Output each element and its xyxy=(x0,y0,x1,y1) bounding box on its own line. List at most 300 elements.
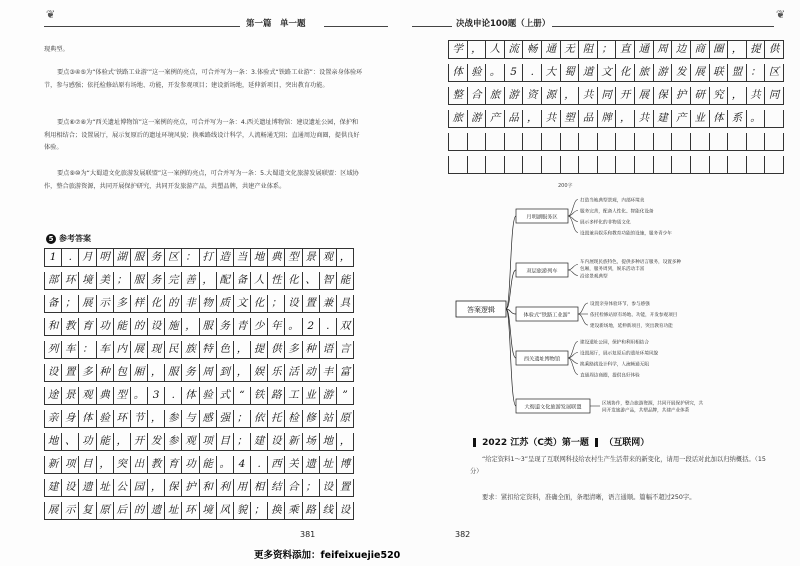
grid-cell xyxy=(747,156,766,173)
grid-cell: 展 xyxy=(635,87,654,104)
grid-cell xyxy=(710,156,729,173)
grid-cell: 旅 xyxy=(486,87,505,104)
grid-row xyxy=(44,295,354,313)
grid-cell: ； xyxy=(268,295,285,312)
grid-cell: 乘 xyxy=(285,502,302,519)
grid-cell: 能 xyxy=(97,433,114,450)
grid-cell: 检 xyxy=(285,410,302,427)
grid-cell: 旅 xyxy=(635,64,654,81)
grid-cell: ， xyxy=(561,87,580,104)
title-bar-icon xyxy=(595,438,598,447)
grid-row xyxy=(448,64,784,82)
grid-row xyxy=(44,272,354,290)
diagram-item-text: 依托检修站原有场地、功能，开发参观项目 xyxy=(590,313,678,318)
grid-cell: ， xyxy=(728,41,747,58)
grid-cell: 语 xyxy=(320,341,337,358)
grid-cell: 活 xyxy=(285,364,302,381)
grid-cell xyxy=(765,156,784,173)
grid-cell xyxy=(765,110,784,127)
grid-cell: 示 xyxy=(97,295,114,312)
grid-cell: 遗 xyxy=(148,502,165,519)
grid-cell: 3 xyxy=(148,387,165,404)
grid-cell: 族 xyxy=(182,341,199,358)
grid-cell: 途 xyxy=(45,387,62,404)
grid-cell: 环 xyxy=(62,272,79,289)
grid-cell: ” xyxy=(337,387,354,404)
grid-cell: 相 xyxy=(251,479,268,496)
grid-row xyxy=(44,410,354,428)
grid-cell: 共 xyxy=(542,110,561,127)
grid-cell xyxy=(542,133,561,150)
grid-cell: 多 xyxy=(79,364,96,381)
grid-cell: . xyxy=(320,318,337,335)
diagram-branch-label: 大蜀道文化旅游发展联盟 xyxy=(524,404,582,411)
grid-cell: ， xyxy=(182,318,199,335)
grid-cell: 复 xyxy=(79,502,96,519)
grid-cell: 、 xyxy=(303,272,320,289)
grid-cell: 验 xyxy=(200,387,217,404)
grid-cell: 服 xyxy=(131,272,148,289)
grid-cell: 貌 xyxy=(234,502,251,519)
grid-cell: 2 xyxy=(303,318,320,335)
grid-cell: 结 xyxy=(268,479,285,496)
grid-cell: 教 xyxy=(148,456,165,473)
grid-cell xyxy=(486,156,505,173)
grid-cell: 园 xyxy=(131,479,148,496)
grid-cell xyxy=(691,133,710,150)
grid-cell: 同 xyxy=(598,87,617,104)
grid-cell: 通 xyxy=(542,41,561,58)
grid-cell: ， xyxy=(337,433,354,450)
grid-cell: 建 xyxy=(251,433,268,450)
grid-cell: 业 xyxy=(691,110,710,127)
grid-cell: 言 xyxy=(337,341,354,358)
grid-cell: 工 xyxy=(285,387,302,404)
grid-cell: 项 xyxy=(62,456,79,473)
grid-cell: 发 xyxy=(148,433,165,450)
grid-cell: 建 xyxy=(45,479,62,496)
grid-cell: 型 xyxy=(285,249,302,266)
grid-cell: 车 xyxy=(97,341,114,358)
grid-cell: 共 xyxy=(579,87,598,104)
grid-cell: 周 xyxy=(200,364,217,381)
grid-cell: 盟 xyxy=(728,64,747,81)
diagram-item-text: 车内展现民族特色，提供多种语言服务，设置多种 xyxy=(580,260,682,265)
grid-cell: 项 xyxy=(200,433,217,450)
grid-cell: 典 xyxy=(268,249,285,266)
grid-cell: 究 xyxy=(710,87,729,104)
grid-cell: 设 xyxy=(45,364,62,381)
diagram-item-text: 沿途景观典型 xyxy=(580,274,608,280)
grid-cell: ， xyxy=(728,87,747,104)
grid-cell: ： xyxy=(182,249,199,266)
grid-cell xyxy=(561,133,580,150)
grid-cell: ， xyxy=(523,110,542,127)
grid-cell: 善 xyxy=(182,272,199,289)
grid-cell: 护 xyxy=(182,479,199,496)
diagram-item-connector xyxy=(578,303,588,314)
grid-cell: 游 xyxy=(654,64,673,81)
grid-cell: 育 xyxy=(165,456,182,473)
grid-cell: 商 xyxy=(691,41,710,58)
grid-cell: 托 xyxy=(268,410,285,427)
grid-cell xyxy=(598,156,617,173)
diagram-item-text: 服务完善，配备人性化、智能化设备 xyxy=(580,209,654,215)
grid-cell: 修 xyxy=(303,410,320,427)
diagram-item-text: 设置兼具娱乐和教育功能的设施，服务青少年 xyxy=(580,231,672,237)
grid-cell xyxy=(523,156,542,173)
ornament-icon: ❦ xyxy=(776,8,786,21)
grid-row xyxy=(44,364,354,382)
grid-cell xyxy=(747,133,766,150)
grid-cell: 丰 xyxy=(320,364,337,381)
grid-cell xyxy=(672,133,691,150)
grid-cell: ： xyxy=(79,341,96,358)
grid-cell: 种 xyxy=(303,341,320,358)
grid-row xyxy=(44,387,354,405)
grid-cell: 娱 xyxy=(251,364,268,381)
header-rule xyxy=(552,26,774,27)
header-rule xyxy=(324,26,388,27)
grid-cell: 置 xyxy=(303,295,320,312)
grid-cell: 场 xyxy=(303,433,320,450)
grid-cell xyxy=(691,156,710,173)
grid-cell: 境 xyxy=(79,272,96,289)
grid-cell: 功 xyxy=(79,433,96,450)
question-paragraph-0: “给定资料1～3”呈现了互联网科技给农村生产生活带来的新变化，请用一段话对此加以归纳概括。（15分） xyxy=(470,456,766,475)
grid-cell: 施 xyxy=(165,318,182,335)
diagram-item-connector xyxy=(568,270,578,276)
grid-cell: . xyxy=(523,64,542,81)
diagram-item-text: 建设新场地，延伸新项目，突出教育功能 xyxy=(590,324,673,329)
grid-cell xyxy=(654,133,673,150)
grid-cell xyxy=(449,133,468,150)
diagram-connector xyxy=(506,309,516,406)
grid-cell: ， xyxy=(337,249,354,266)
grid-cell: ， xyxy=(97,456,114,473)
grid-cell: 直 xyxy=(616,41,635,58)
grid-cell: 厢 xyxy=(131,364,148,381)
grid-cell xyxy=(654,156,673,173)
grid-cell: 目 xyxy=(79,456,96,473)
grid-cell: 无 xyxy=(561,41,580,58)
diagram-branch-label: 双层旅游列车 xyxy=(526,268,558,275)
grid-cell: 大 xyxy=(542,64,561,81)
ornament-icon: ❦ xyxy=(46,8,56,21)
grid-cell: 游 xyxy=(320,387,337,404)
grid-cell: 的 xyxy=(165,295,182,312)
grid-cell xyxy=(486,133,505,150)
grid-cell: 验 xyxy=(97,410,114,427)
grid-cell: 现 xyxy=(148,341,165,358)
diagram-item-connector xyxy=(578,314,588,325)
grid-cell: 用 xyxy=(234,479,251,496)
diagram-item-text: 建设遗址公园，保护和利用相结合 xyxy=(580,340,649,346)
grid-cell: 牌 xyxy=(598,110,617,127)
grid-cell: ； xyxy=(114,272,131,289)
grid-cell xyxy=(616,133,635,150)
grid-cell: ， xyxy=(234,341,251,358)
grid-cell: 同 xyxy=(765,87,784,104)
diagram-branches xyxy=(506,197,703,414)
question-paragraph-1: 要求：紧扣给定资料，准确全面，条理清晰，语言通顺。篇幅不超过250字。 xyxy=(482,494,696,501)
grid-cell: 设 xyxy=(285,295,302,312)
grid-cell: 化 xyxy=(285,272,302,289)
grid-cell: 畅 xyxy=(523,41,542,58)
diagram-connector xyxy=(506,216,516,309)
grid-cell: 参 xyxy=(165,410,182,427)
grid-cell: 和 xyxy=(200,479,217,496)
grid-cell: 多 xyxy=(114,295,131,312)
section-title-text: 2022 江苏（C类）第一题 xyxy=(482,438,589,448)
grid-cell: 智 xyxy=(320,272,337,289)
grid-cell: 人 xyxy=(251,272,268,289)
grid-cell: 地 xyxy=(251,249,268,266)
diagram-item-text: 设置亲身体验环节，参与感强 xyxy=(590,302,650,307)
grid-cell: 观 xyxy=(79,387,96,404)
grid-cell: 线 xyxy=(320,502,337,519)
diagram-root-label: 答案逻辑 xyxy=(467,306,495,314)
grid-cell: 体 xyxy=(449,64,468,81)
grid-cell xyxy=(728,156,747,173)
grid-cell: 游 xyxy=(468,110,487,127)
grid-cell: 观 xyxy=(320,249,337,266)
grid-cell xyxy=(505,156,524,173)
grid-cell: 完 xyxy=(165,272,182,289)
grid-cell: 目 xyxy=(217,433,234,450)
grid-cell: 文 xyxy=(234,295,251,312)
grid-cell: 1 xyxy=(45,249,62,266)
grid-cell: 突 xyxy=(114,456,131,473)
grid-cell: 展 xyxy=(79,295,96,312)
grid-cell: ； xyxy=(234,410,251,427)
grid-cell: 整 xyxy=(449,87,468,104)
diagram-item-connector xyxy=(568,265,578,271)
grid-cell xyxy=(523,133,542,150)
grid-cell: 与 xyxy=(182,410,199,427)
grid-cell xyxy=(728,133,747,150)
grid-cell: 的 xyxy=(131,318,148,335)
grid-cell: 式 xyxy=(217,387,234,404)
grid-cell: 发 xyxy=(672,64,691,81)
grid-cell: 青 xyxy=(234,318,251,335)
grid-cell: 当 xyxy=(234,249,251,266)
grid-cell: 址 xyxy=(165,502,182,519)
grid-cell: 学 xyxy=(449,41,468,58)
grid-cell: 游 xyxy=(505,87,524,104)
grid-row xyxy=(44,456,354,474)
grid-row xyxy=(448,87,784,105)
grid-cell: 体 xyxy=(710,110,729,127)
grid-cell: 设 xyxy=(148,318,165,335)
grid-cell: 设 xyxy=(62,479,79,496)
grid-cell: 湖 xyxy=(114,249,131,266)
grid-cell: 车 xyxy=(62,341,79,358)
grid-cell: 化 xyxy=(616,64,635,81)
grid-cell xyxy=(542,156,561,173)
grid-cell: 务 xyxy=(182,364,199,381)
grid-cell: 示 xyxy=(62,502,79,519)
grid-cell: 通 xyxy=(635,41,654,58)
diagram-item-text: 设置展厅，展示复原后的遗址环境风貌 xyxy=(580,351,659,357)
grid-cell: 原 xyxy=(337,410,354,427)
grid-cell xyxy=(635,156,654,173)
grid-cell: 明 xyxy=(97,249,114,266)
grid-cell xyxy=(710,133,729,150)
grid-cell: 能 xyxy=(114,318,131,335)
grid-cell: . xyxy=(251,456,268,473)
grid-cell: 列 xyxy=(45,341,62,358)
grid-cell: 圈 xyxy=(710,41,729,58)
grid-cell: 。 xyxy=(217,456,234,473)
grid-cell: 民 xyxy=(165,341,182,358)
grid-cell: ； xyxy=(62,295,79,312)
grid-cell: 动 xyxy=(303,364,320,381)
diagram-scale-mark: 200字 xyxy=(558,183,573,189)
grid-cell: 依 xyxy=(251,410,268,427)
section-title xyxy=(470,435,649,448)
grid-cell: 身 xyxy=(62,410,79,427)
grid-cell: 务 xyxy=(148,249,165,266)
diagram-branch-label: 西关遗址博物馆 xyxy=(523,356,561,363)
grid-cell: 人 xyxy=(486,41,505,58)
header-right-title: 决战申论100题（上册） xyxy=(456,19,551,29)
grid-cell: 多 xyxy=(285,341,302,358)
grid-cell: ； xyxy=(234,433,251,450)
grid-cell: 后 xyxy=(114,502,131,519)
grid-cell: 物 xyxy=(200,295,217,312)
grid-cell xyxy=(505,133,524,150)
grid-cell: 边 xyxy=(672,41,691,58)
grid-cell: 西 xyxy=(268,456,285,473)
grid-cell: 特 xyxy=(200,341,217,358)
grid-cell: 设 xyxy=(268,433,285,450)
grid-cell: 道 xyxy=(579,64,598,81)
grid-cell: 源 xyxy=(542,87,561,104)
page-number-left: 381 xyxy=(300,530,316,539)
grid-cell: 合 xyxy=(285,479,302,496)
grid-cell: ， xyxy=(234,364,251,381)
grid-cell: 到 xyxy=(217,364,234,381)
grid-cell: 原 xyxy=(97,502,114,519)
grid-cell: 保 xyxy=(654,87,673,104)
grid-cell xyxy=(672,156,691,173)
grid-cell: 配 xyxy=(217,272,234,289)
grid-cell xyxy=(449,156,468,173)
grid-cell: 风 xyxy=(217,502,234,519)
grid-cell: ： xyxy=(747,64,766,81)
grid-cell: 典 xyxy=(97,387,114,404)
grid-cell: 。 xyxy=(747,110,766,127)
grid-cell: 遗 xyxy=(79,479,96,496)
grid-cell: 双 xyxy=(337,318,354,335)
grid-cell: 功 xyxy=(97,318,114,335)
grid-cell: 供 xyxy=(268,341,285,358)
grid-cell: 合 xyxy=(468,87,487,104)
grid-cell: 系 xyxy=(728,110,747,127)
grid-cell: 环 xyxy=(182,502,199,519)
section-title-tag: （互联网） xyxy=(604,438,650,448)
grid-cell: 。 xyxy=(131,387,148,404)
grid-cell: 的 xyxy=(131,502,148,519)
grid-cell: 性 xyxy=(268,272,285,289)
grid-cell: 开 xyxy=(616,87,635,104)
grid-cell: 种 xyxy=(97,364,114,381)
grid-cell: 服 xyxy=(200,318,217,335)
grid-cell: 供 xyxy=(765,41,784,58)
grid-cell: ， xyxy=(148,364,165,381)
answer-grid-right xyxy=(448,40,784,179)
title-bar-icon xyxy=(473,438,476,447)
grid-cell: ， xyxy=(148,410,165,427)
grid-cell: 服 xyxy=(131,249,148,266)
grid-cell xyxy=(635,133,654,150)
grid-cell: 教 xyxy=(62,318,79,335)
grid-cell xyxy=(765,133,784,150)
diagram-item-text: 包厢，服务周到，娱乐活动丰富 xyxy=(580,267,645,272)
answer-heading-text: 参考答案 xyxy=(59,234,91,243)
grid-cell: 型 xyxy=(114,387,131,404)
grid-cell: 感 xyxy=(200,410,217,427)
grid-cell: 验 xyxy=(468,64,487,81)
grid-cell: ； xyxy=(598,41,617,58)
grid-cell: 公 xyxy=(114,479,131,496)
grid-cell: 富 xyxy=(337,364,354,381)
grid-cell: 置 xyxy=(62,364,79,381)
grid-cell xyxy=(579,133,598,150)
grid-cell: 旅 xyxy=(449,110,468,127)
grid-row xyxy=(448,110,784,128)
grid-cell: 路 xyxy=(303,502,320,519)
grid-row xyxy=(44,249,354,267)
grid-cell: 亲 xyxy=(45,410,62,427)
grid-cell: 周 xyxy=(654,41,673,58)
left-paragraph-3: 要点⑨⑩为“大蜀道文化旅游发展联盟”这一案例的亮点，可合并写为一条：5.大蜀道文化旅游发展联盟：区域协作，整合旅游资源，共同开展保护研究，共同开发旅游产品，共塑品牌，共建产业体系。 xyxy=(44,170,359,190)
grid-cell: 。 xyxy=(486,64,505,81)
grid-row xyxy=(44,502,354,520)
grid-cell: 少 xyxy=(251,318,268,335)
grid-cell: 、 xyxy=(62,433,79,450)
grid-cell: 址 xyxy=(320,456,337,473)
grid-cell: 境 xyxy=(200,502,217,519)
grid-cell: 展 xyxy=(131,341,148,358)
grid-cell: 品 xyxy=(505,110,524,127)
grid-cell: 体 xyxy=(79,410,96,427)
grid-cell: 流 xyxy=(505,41,524,58)
grid-cell: ； xyxy=(251,502,268,519)
grid-cell: 展 xyxy=(691,64,710,81)
grid-cell: 建 xyxy=(654,110,673,127)
grid-cell xyxy=(468,133,487,150)
grid-cell: 5 xyxy=(505,64,524,81)
header-rule xyxy=(44,26,240,27)
grid-cell: 资 xyxy=(523,87,542,104)
grid-cell xyxy=(468,156,487,173)
left-paragraph-1: 要点③④⑤为“体验式‘铁路工业游’”这一案例的亮点，可合并写为一条：3.体验式“铁路工业游”：设置亲身体验环节，参与感强；依托检修站原有场地、功能，开发参观项目；建设新场地，延伸新项目，突出教育功能。 xyxy=(44,69,363,89)
grid-cell: 文 xyxy=(598,64,617,81)
grid-cell: ， xyxy=(148,479,165,496)
grid-row xyxy=(44,433,354,451)
grid-cell: 遗 xyxy=(303,456,320,473)
grid-cell: ； xyxy=(303,479,320,496)
grid-cell: 提 xyxy=(251,341,268,358)
grid-cell: 开 xyxy=(131,433,148,450)
grid-cell: 体 xyxy=(182,387,199,404)
grid-cell: ， xyxy=(200,272,217,289)
grid-cell: 联 xyxy=(710,64,729,81)
grid-cell: 服 xyxy=(165,364,182,381)
grid-cell: 和 xyxy=(45,318,62,335)
